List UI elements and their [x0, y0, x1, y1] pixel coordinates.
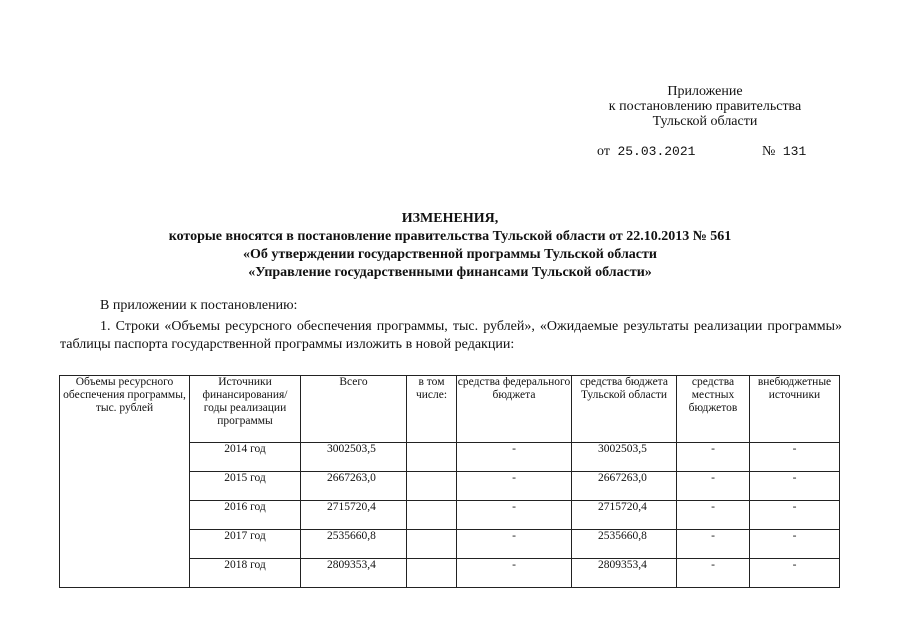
header-cell: средства местных бюджетов — [677, 376, 750, 443]
header-cell: в том числе: — [407, 376, 457, 443]
title-line: которые вносятся в постановление правительства Тульской области от 22.10.2013 № 561 — [168, 229, 732, 244]
title-line: «Об утверждении государственной программы Тульской области — [243, 247, 657, 262]
local-cell: - — [677, 472, 750, 501]
year-cell: 2015 год — [190, 472, 301, 501]
local-cell: - — [677, 559, 750, 588]
empty-cell — [407, 559, 457, 588]
row-label-cell: Объемы ресурсного обеспечения программы, тыс. рублей — [60, 376, 190, 588]
header-cell: средства бюджета Тульской области — [572, 376, 677, 443]
appendix-line: Приложение — [667, 84, 743, 99]
total-cell: 2667263,0 — [301, 472, 407, 501]
resource-table — [59, 375, 840, 588]
total-cell: 2535660,8 — [301, 530, 407, 559]
header-cell: средства федерального бюджета — [457, 376, 572, 443]
fed-cell: - — [457, 559, 572, 588]
region-cell: 2667263,0 — [572, 472, 677, 501]
intro-text: В приложении к постановлению: — [100, 298, 298, 313]
number-line — [762, 144, 806, 160]
empty-cell — [407, 472, 457, 501]
fed-cell: - — [457, 530, 572, 559]
appendix-line: к постановлению правительства — [608, 99, 802, 114]
document-title — [60, 210, 840, 282]
extra-cell: - — [750, 559, 840, 588]
date-line — [597, 144, 695, 160]
appendix-line: Тульской области — [652, 114, 758, 129]
title-line: ИЗМЕНЕНИЯ, — [401, 211, 499, 226]
year-cell: 2018 год — [190, 559, 301, 588]
extra-cell: - — [750, 530, 840, 559]
empty-cell — [407, 530, 457, 559]
fed-cell: - — [457, 501, 572, 530]
local-cell: - — [677, 443, 750, 472]
local-cell: - — [677, 530, 750, 559]
extra-cell: - — [750, 501, 840, 530]
region-cell: 2535660,8 — [572, 530, 677, 559]
region-cell: 3002503,5 — [572, 443, 677, 472]
document-number: 131 — [782, 144, 807, 159]
empty-cell — [407, 501, 457, 530]
region-cell: 2809353,4 — [572, 559, 677, 588]
title-line: «Управление государственными финансами Тульской области» — [248, 265, 652, 280]
local-cell: - — [677, 501, 750, 530]
number-label: № — [762, 144, 776, 159]
fed-cell: - — [457, 443, 572, 472]
year-cell: 2014 год — [190, 443, 301, 472]
total-cell: 2809353,4 — [301, 559, 407, 588]
empty-cell — [407, 443, 457, 472]
extra-cell: - — [750, 443, 840, 472]
appendix-block — [560, 84, 850, 129]
total-cell: 2715720,4 — [301, 501, 407, 530]
region-cell: 2715720,4 — [572, 501, 677, 530]
item-1-text: 1. Строки «Объемы ресурсного обеспечения программы, тыс. рублей», «Ожидаемые результаты реализации программы» таблицы паспорта государственной программы изложить в новой редакции: — [60, 319, 842, 352]
year-cell: 2017 год — [190, 530, 301, 559]
from-label: от — [597, 144, 610, 159]
header-cell: Всего — [301, 376, 407, 443]
table-header-row — [60, 376, 840, 443]
header-cell: внебюджетные источники — [750, 376, 840, 443]
fed-cell: - — [457, 472, 572, 501]
document-date: 25.03.2021 — [617, 144, 696, 159]
extra-cell: - — [750, 472, 840, 501]
header-cell: Источники финансирования/ годы реализации программы — [190, 376, 301, 443]
total-cell: 3002503,5 — [301, 443, 407, 472]
year-cell: 2016 год — [190, 501, 301, 530]
